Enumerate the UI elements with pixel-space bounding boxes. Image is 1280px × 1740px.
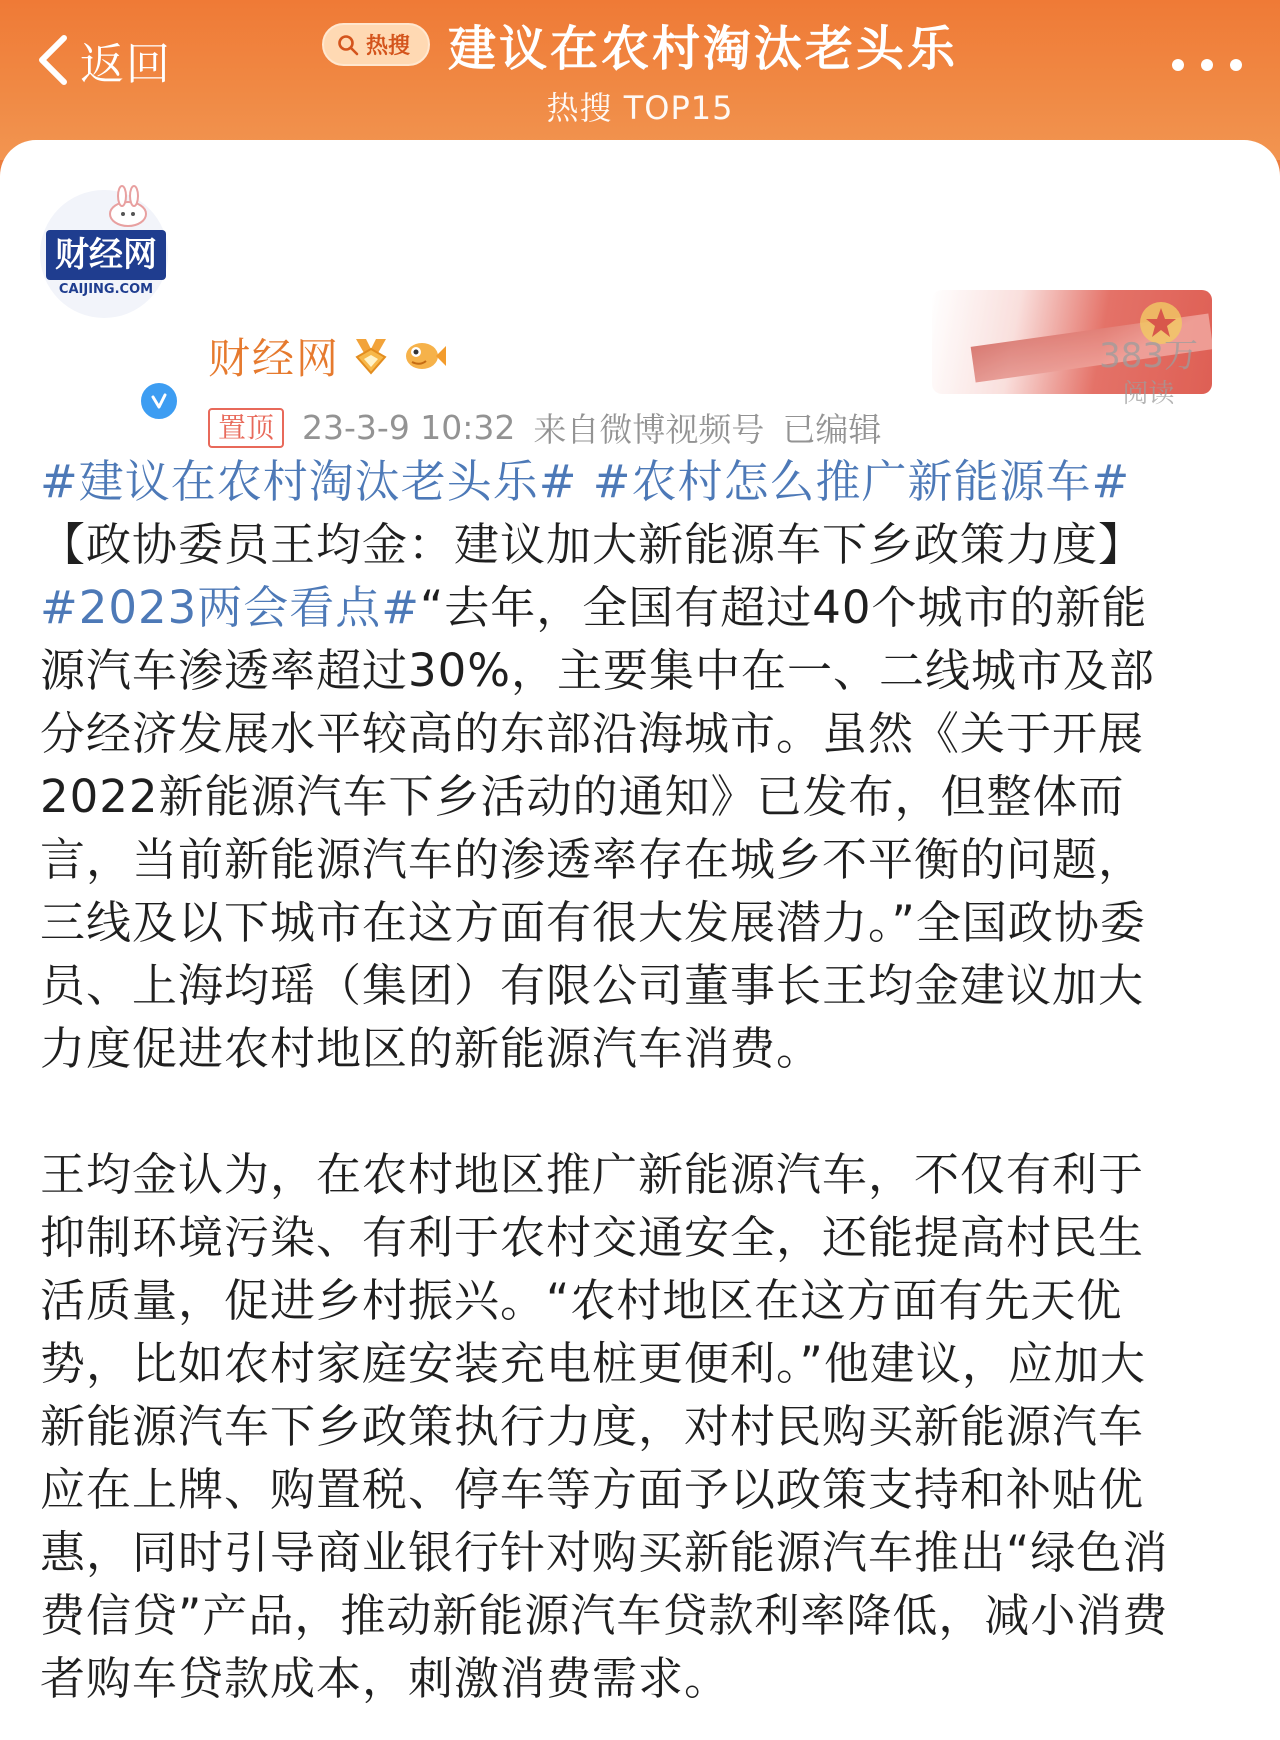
post-source[interactable]: 来自微博视频号 bbox=[533, 410, 765, 449]
hashtag-link[interactable]: #建议在农村淘汰老头乐# bbox=[40, 455, 578, 508]
verified-badge-icon bbox=[138, 380, 180, 422]
hot-search-badge[interactable] bbox=[322, 23, 430, 66]
paragraph-spacer bbox=[40, 1080, 1250, 1143]
post-card bbox=[0, 140, 1280, 1740]
more-dot-icon bbox=[1201, 59, 1213, 71]
checkmark-icon bbox=[149, 391, 169, 411]
post-time: 23-3-9 10:32 bbox=[302, 408, 516, 447]
medal-icon bbox=[354, 337, 388, 375]
post-line bbox=[40, 450, 1250, 513]
post-text: 源汽车渗透率超过30%，主要集中在一、二线城市及部 bbox=[40, 644, 1156, 697]
post-body bbox=[40, 450, 1250, 1710]
header-title-area bbox=[0, 10, 1280, 129]
post-text: 抑制环境污染、有利于农村交通安全，还能提高村民生 bbox=[40, 1211, 1145, 1264]
fish-badge-icon bbox=[402, 338, 446, 374]
avatar[interactable] bbox=[40, 190, 168, 318]
page-title: 建议在农村淘汰老头乐 bbox=[448, 21, 959, 77]
post-meta-row bbox=[208, 404, 881, 451]
post-headline: 【政协委员王均金：建议加大新能源车下乡政策力度】 bbox=[40, 518, 1145, 571]
top-bar bbox=[0, 0, 1280, 160]
post-text: 新能源汽车下乡政策执行力度，对村民购买新能源汽车 bbox=[40, 1400, 1145, 1453]
search-icon bbox=[336, 33, 360, 57]
post-text: 2022新能源汽车下乡活动的通知》已发布，但整体而 bbox=[40, 770, 1125, 823]
post-line bbox=[40, 576, 1250, 639]
edited-label: 已编辑 bbox=[782, 410, 882, 449]
post-text: 活质量，促进乡村振兴。“农村地区在这方面有先天优 bbox=[40, 1274, 1123, 1327]
more-dot-icon bbox=[1230, 59, 1242, 71]
post-text: 者购车贷款成本，刺激消费需求。 bbox=[40, 1652, 731, 1705]
read-count-label: 阅读 bbox=[1122, 379, 1175, 409]
read-count bbox=[1099, 328, 1198, 410]
more-dot-icon bbox=[1172, 59, 1184, 71]
hashtag-link[interactable]: #农村怎么推广新能源车# bbox=[592, 455, 1131, 508]
rabbit-decoration-icon bbox=[98, 184, 158, 228]
post-text: 应在上牌、购置税、停车等方面予以政策支持和补贴优 bbox=[40, 1463, 1145, 1516]
post-text: 势，比如农村家庭安装充电桩更便利。”他建议，应加大 bbox=[40, 1337, 1146, 1390]
post-text: 分经济发展水平较高的东部沿海城市。虽然《关于开展 bbox=[40, 707, 1145, 760]
page-subtitle: 热搜 TOP15 bbox=[546, 89, 734, 127]
more-options-button[interactable] bbox=[1172, 50, 1242, 80]
pinned-badge: 置顶 bbox=[208, 408, 284, 448]
post-text: 三线及以下城市在这方面有很大发展潜力。”全国政协委 bbox=[40, 896, 1146, 949]
account-name[interactable]: 财经网 bbox=[208, 334, 341, 383]
hashtag-link[interactable]: #2023两会看点# bbox=[40, 581, 420, 634]
post-text: 费信贷”产品，推动新能源汽车贷款利率降低，减小消费 bbox=[40, 1589, 1169, 1642]
back-label: 返回 bbox=[80, 39, 172, 90]
post-text: 惠，同时引导商业银行针对购买新能源汽车推出“绿色消 bbox=[40, 1526, 1169, 1579]
post-text: 力度促进农村地区的新能源汽车消费。 bbox=[40, 1022, 823, 1075]
hot-badge-label: 热搜 bbox=[365, 34, 410, 59]
avatar-logo-text: 财经网 bbox=[46, 230, 166, 280]
post-text: 言，当前新能源汽车的渗透率存在城乡不平衡的问题， bbox=[40, 833, 1145, 886]
account-name-row bbox=[208, 326, 446, 386]
post-text: 员、上海均瑶（集团）有限公司董事长王均金建议加大 bbox=[40, 959, 1145, 1012]
post-text: 王均金认为，在农村地区推广新能源汽车，不仅有利于 bbox=[40, 1148, 1145, 1201]
read-count-value: 383万 bbox=[1099, 336, 1198, 376]
post-text: “去年，全国有超过40个城市的新能 bbox=[419, 581, 1148, 634]
avatar-logo-subtext: CAIJING.COM bbox=[58, 282, 154, 297]
